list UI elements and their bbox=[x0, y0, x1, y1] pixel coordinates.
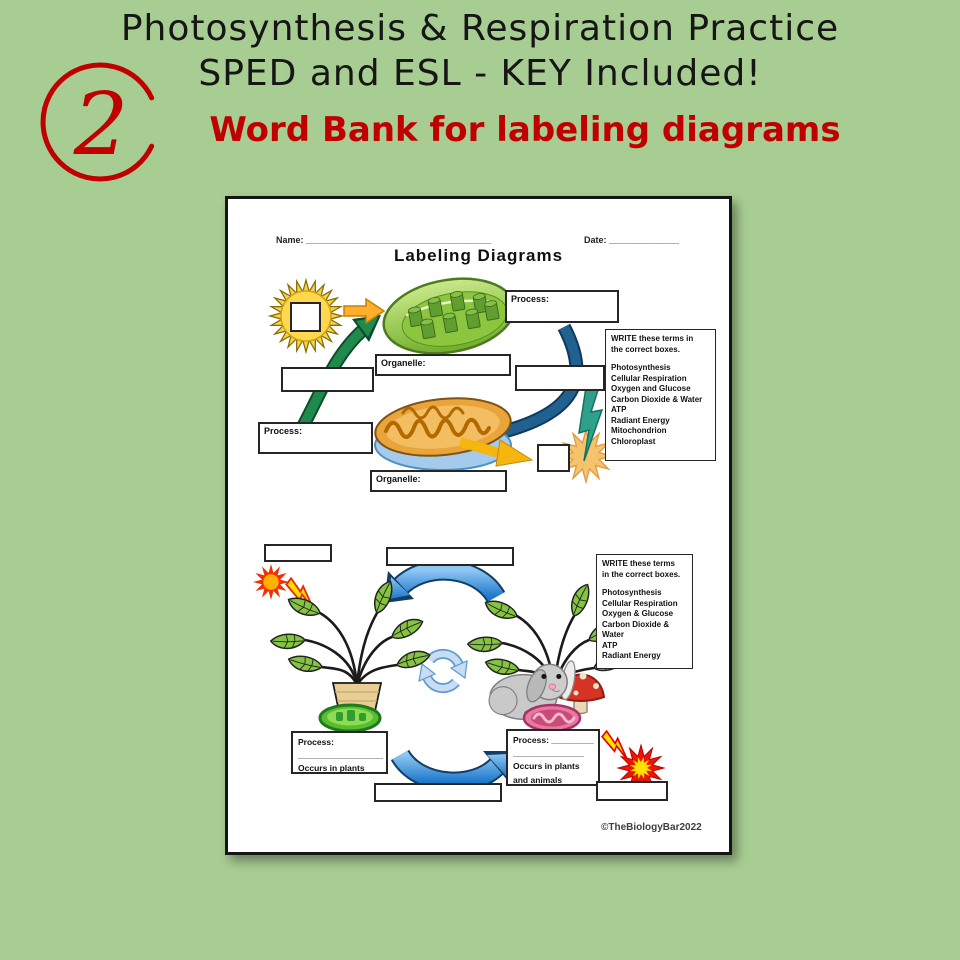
energy-bolt-icon bbox=[600, 730, 634, 761]
word-bank-term: Photosynthesis bbox=[602, 588, 662, 598]
word-bank-term: Cellular Respiration bbox=[611, 373, 687, 383]
pink-mitochondrion-icon bbox=[524, 705, 580, 731]
sun-answer-box bbox=[290, 302, 321, 332]
badge-number: 2 bbox=[73, 75, 129, 175]
promo-title-line2: SPED and ESL - KEY Included! bbox=[198, 53, 762, 94]
word-bank-term: Oxygen and Glucose bbox=[611, 384, 691, 394]
process-left-box: Process: bbox=[258, 422, 373, 454]
process-plants-animals-box: Process: _________ _______________ Occurs in plants and animals bbox=[506, 729, 600, 786]
process-top-box: Process: bbox=[505, 290, 619, 323]
word-bank-term: Radiant Energy bbox=[602, 651, 661, 661]
word-bank-heading: WRITE these terms in bbox=[611, 334, 694, 343]
chloroplast-icon bbox=[378, 269, 520, 363]
word-bank-term: Carbon Dioxide & Water bbox=[611, 394, 703, 404]
word-bank-heading: WRITE these terms bbox=[602, 559, 675, 568]
sun-answer-box-2 bbox=[264, 544, 332, 562]
process-plants-box: Process: __________________ Occurs in plants bbox=[291, 731, 388, 774]
word-bank-heading: in the correct boxes. bbox=[602, 569, 681, 579]
word-bank-term: Cellular Respiration bbox=[602, 598, 678, 608]
word-bank-heading: the correct boxes. bbox=[611, 344, 680, 354]
promo-subtitle: Word Bank for labeling diagrams bbox=[209, 110, 841, 150]
promo-title-line1: Photosynthesis & Respiration Practice bbox=[120, 8, 840, 49]
bottom-cycle-arrow-icon bbox=[400, 751, 513, 782]
worksheet-title: Labeling Diagrams bbox=[393, 246, 564, 265]
top-answer-box-2 bbox=[386, 547, 514, 566]
organelle-bottom-box: Organelle: bbox=[370, 470, 507, 492]
left-answer-box bbox=[281, 367, 374, 392]
word-bank-term: Radiant Energy bbox=[611, 415, 670, 425]
worksheet-page bbox=[225, 196, 732, 855]
word-bank-term: Mitochondrion bbox=[611, 426, 667, 436]
atp-answer-box bbox=[537, 444, 570, 472]
middle-answer-box bbox=[515, 365, 605, 391]
word-bank-term: ATP bbox=[611, 405, 627, 415]
word-bank-term: Oxygen & Glucose bbox=[602, 609, 674, 619]
word-bank-2 bbox=[596, 554, 693, 669]
copyright: ©TheBiologyBar2022 bbox=[601, 822, 702, 833]
small-chloroplast-icon bbox=[320, 705, 380, 731]
word-bank-term: Photosynthesis bbox=[611, 363, 671, 373]
top-cycle-arrow-icon bbox=[384, 570, 496, 603]
red-sun-icon bbox=[253, 564, 289, 600]
date-field: Date: ______________ bbox=[584, 235, 680, 245]
name-field: Name: _____________________________________ bbox=[276, 235, 492, 245]
word-bank-term: ATP bbox=[602, 640, 618, 650]
organelle-top-box: Organelle: bbox=[375, 354, 511, 376]
mitochondrion-icon bbox=[372, 392, 513, 470]
word-bank-1 bbox=[605, 329, 716, 461]
number-badge bbox=[36, 58, 166, 188]
energy-answer-box-2 bbox=[596, 781, 668, 801]
word-bank-term: Carbon Dioxide & Water bbox=[602, 619, 670, 640]
bottom-answer-box-2 bbox=[374, 783, 502, 802]
word-bank-term: Chloroplast bbox=[611, 436, 656, 446]
